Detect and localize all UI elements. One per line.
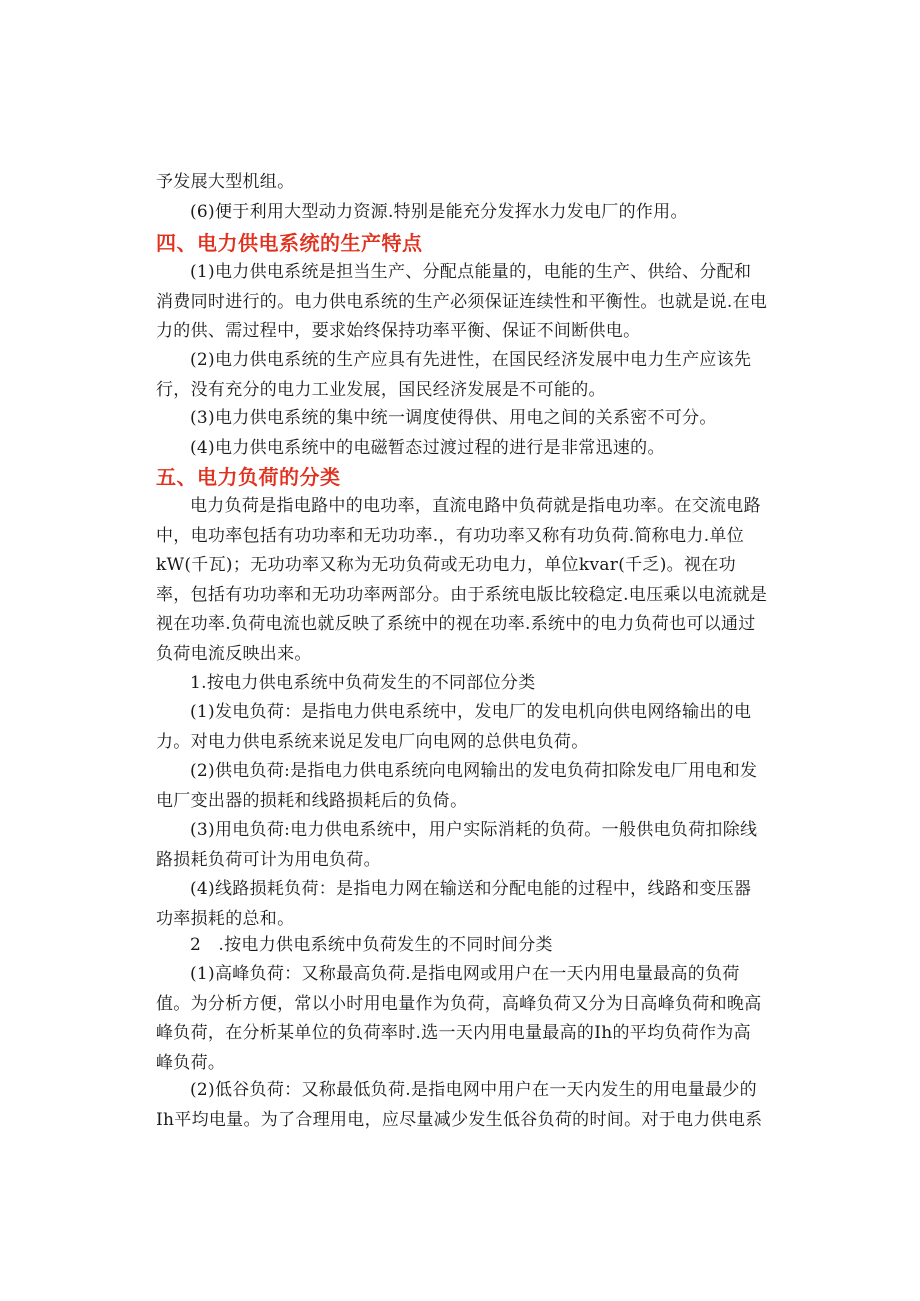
paragraph-peak-load: (1)高峰负荷：又称最高负荷.是指电网或用户在一天内用电量最高的负荷值。为分析方便，常以小时用电量作为负荷，高峰负荷又分为日高峰负荷和晚高峰负荷，在分析某单位的负荷率时.选一天内用电量最高的Ih的平均负荷作为高峰负荷。	[156, 964, 762, 1073]
paragraph-generation-load: (1)发电负荷：是指电力供电系统中，发电厂的发电机向供电网络输出的电力。对电力供电系统来说足发电厂向电网的总供电负荷。	[156, 702, 752, 752]
paragraph-consumption-load: (3)用电负荷:电力供电系统中，用户实际消耗的负荷。一般供电负荷扣除线路损耗负荷可计为用电负荷。	[156, 820, 758, 870]
subheading-by-location: 1.按电力供电系统中负荷发生的不同部位分类	[190, 673, 536, 693]
paragraph-load-intro: 电力负荷是指电路中的电功率，直流电路中负荷就是指电功率。在交流电路中，电功率包括有功功率和无功功率.，有功功率又称有功负荷.简称电力.单位kW(千瓦)；无功功率又称为无功负荷或无功电力，单位kvar(千乏)。视在功率，包括有功功率和无功功率两部分。由于系统电版比较稳定.电压乘以电流就是视在功率.负荷电流也就反映了系统中的视在功率.系统中的电力负荷也可以通过负荷电流反映出来。	[156, 496, 768, 664]
paragraph-production-1: (1)电力供电系统是担当生产、分配点能量的，电能的生产、供给、分配和消费同时进行的。电力供电系统的生产必须保证连续性和平衡性。也就是说.在电力的供、需过程中，要求始终保持功率平衡、保证不间断供电。	[156, 262, 768, 342]
paragraph-line-loss-load: (4)线路损耗负荷：是指电力网在输送和分配电能的过程中，线路和变压器功率损耗的总和。	[156, 879, 752, 929]
subheading-by-time: 2 .按电力供电系统中负荷发生的不同时间分类	[190, 935, 553, 955]
paragraph-item-6: (6)便于利用大型动力资源.特别是能充分发挥水力发电厂的作用。	[190, 202, 688, 222]
section-heading-5: 五、电力负荷的分类	[156, 465, 341, 489]
paragraph-continuation: 予发展大型机组。	[156, 172, 295, 192]
paragraph-supply-load: (2)供电负荷:是指电力供电系统向电网输出的发电负荷扣除发电厂用电和发电厂变出器的损耗和线路损耗后的负倚。	[156, 761, 758, 811]
section-heading-4: 四、电力供电系统的生产特点	[156, 231, 423, 255]
paragraph-production-2: (2)电力供电系统的生产应具有先进性，在国民经济发展中电力生产应该先行，没有充分的电力工业发展，国民经济发展是不可能的。	[156, 350, 752, 400]
paragraph-valley-load: (2)低谷负荷：又称最低负荷.是指电网中用户在一天内发生的用电量最少的Ih平均电量。为了合理用电，应尽量减少发生低谷负荷的时间。对于电力供电系	[156, 1080, 763, 1130]
paragraph-production-4: (4)电力供电系统中的电磁暂态过渡过程的进行是非常迅速的。	[190, 438, 665, 458]
paragraph-production-3: (3)电力供电系统的集中统一调度使得供、用电之间的关系密不可分。	[190, 408, 717, 428]
